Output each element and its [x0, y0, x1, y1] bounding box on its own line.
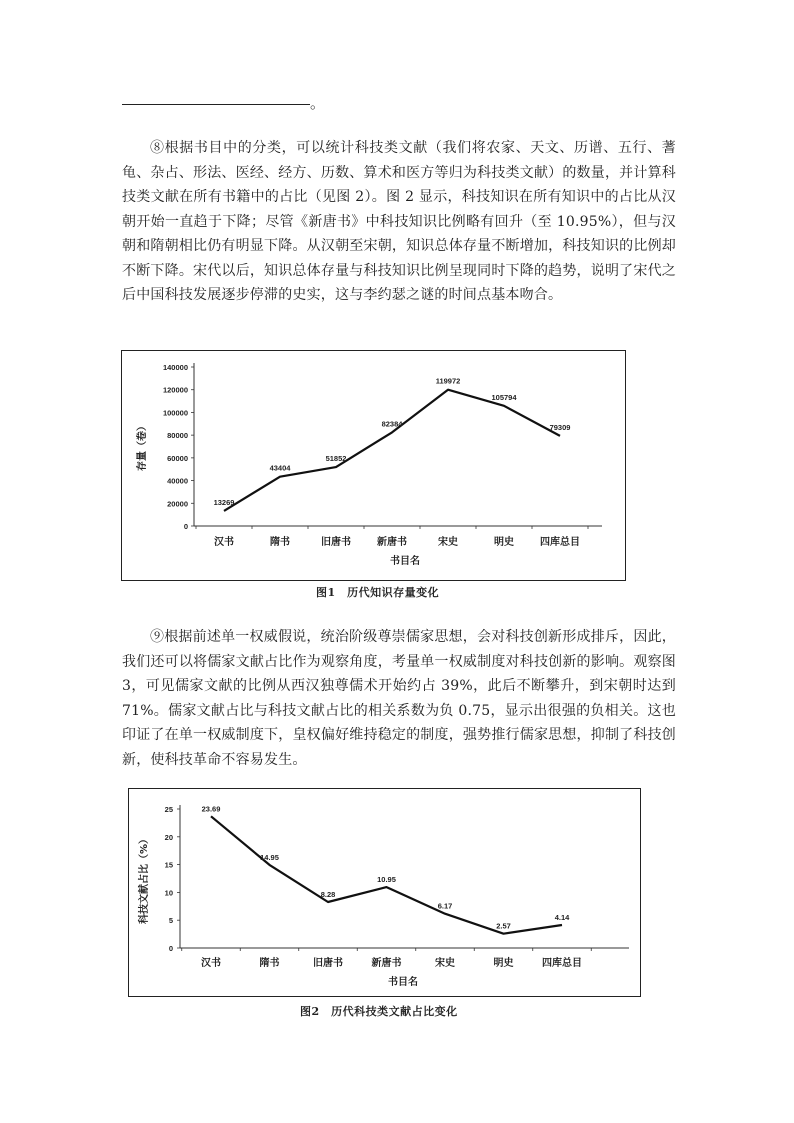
chart1-data-label: 43404: [269, 463, 291, 473]
chart2-y-tick-label: 20: [164, 832, 173, 842]
chart2-data-label: 14.95: [260, 852, 279, 862]
chart2-category-label: 汉书: [201, 958, 221, 969]
knowledge-stock-line-chart: [122, 351, 625, 580]
chart2-data-label: 8.28: [320, 889, 336, 899]
chart2-data-label: 10.95: [377, 875, 396, 885]
chart2-y-tick-label: 15: [164, 860, 173, 870]
chart2-y-tick-label: 25: [164, 805, 173, 814]
chart1-y-tick-label: 40000: [167, 476, 188, 486]
chart1-category-label: 旧唐书: [321, 537, 351, 548]
chart1-data-label: 119972: [435, 376, 461, 386]
chart1-data-label: 79309: [549, 422, 571, 432]
chart1-data-label: 82384: [381, 419, 403, 429]
chart1-data-label: 13269: [213, 497, 235, 507]
answer-blank-line: [122, 104, 310, 105]
chart1-data-label: 105794: [491, 392, 517, 402]
chart1-y-tick-label: 0: [183, 522, 188, 531]
chart1-y-tick-label: 80000: [167, 431, 188, 441]
chart1-category-label: 汉书: [214, 537, 234, 548]
chart2-category-label: 隋书: [259, 958, 280, 969]
chart1-y-tick-label: 60000: [167, 453, 188, 463]
chart1-category-label: 隋书: [270, 537, 290, 548]
chart1-data-label: 51852: [325, 454, 347, 464]
blank-end-punctuation: 。: [310, 94, 326, 112]
chart2-x-axis-title: 书目名: [388, 977, 418, 988]
chart2-category-label: 明史: [493, 958, 514, 969]
chart2-data-label: 23.69: [201, 804, 221, 814]
chart1-category-label: 新唐书: [377, 537, 407, 548]
chart1-y-tick-label: 140000: [162, 363, 188, 372]
chart2-category-label: 四库总目: [542, 958, 582, 969]
tech-share-line-chart: [129, 789, 640, 996]
paragraph-8: [122, 136, 676, 308]
chart1-y-axis-title: 存量（卷）: [137, 421, 148, 471]
chart1-y-tick-label: 20000: [167, 499, 188, 509]
chart1-category-label: 四库总目: [540, 537, 580, 548]
chart1-y-tick-label: 120000: [162, 385, 188, 395]
chart2-data-label: 6.17: [437, 901, 453, 911]
chart1-y-tick-label: 100000: [162, 408, 188, 418]
chart2-y-tick-label: 0: [168, 944, 173, 953]
figure-2-tech-share-chart: [128, 788, 641, 997]
chart1-x-axis-title: 书目名: [390, 556, 420, 567]
chart2-data-label: 4.14: [554, 912, 570, 922]
chart2-category-label: 旧唐书: [313, 958, 343, 969]
paragraph-8-text: ⑧根据书目中的分类，可以统计科技类文献（我们将农家、天文、历谱、五行、蓍龟、杂占、形法、医经、经方、历数、算术和医方等归为科技类文献）的数量，并计算科技类文献在所有书籍中的占比（见图 2）。图 2 显示，科技知识在所有知识中的占比从汉朝开始一直趋于下降；尽管《新唐书》中科技知识比例略有回升（至 10.95%），但与汉朝和隋朝相比仍有明显下降。从汉朝至宋朝，知识总体存量不断增加，科技知识的比例却不断下降。宋代以后，知识总体存量与科技知识比例呈现同时下降的趋势，说明了宋代之后中国科技发展逐步停滞的史实，这与李约瑟之谜的时间点基本吻合。: [122, 140, 676, 303]
chart2-y-tick-label: 5: [168, 916, 173, 926]
chart1-series-line: [224, 390, 560, 511]
chart2-data-label: 2.57: [496, 921, 511, 931]
figure-1-knowledge-stock-chart: [121, 350, 626, 581]
chart2-category-label: 宋史: [435, 958, 455, 969]
chart2-y-tick-label: 10: [164, 888, 173, 898]
paragraph-9: [122, 625, 676, 772]
chart2-y-axis-title: 科技文献占比（%）: [139, 833, 150, 925]
chart1-category-label: 宋史: [438, 537, 458, 548]
chart1-category-label: 明史: [494, 537, 514, 548]
figure-2-caption: 图2 历代科技类文献占比变化: [300, 1005, 458, 1018]
chart2-category-label: 新唐书: [371, 958, 402, 969]
paragraph-9-text: ⑨根据前述单一权威假说，统治阶级尊崇儒家思想，会对科技创新形成排斥，因此，我们还可以将儒家文献占比作为观察角度，考量单一权威制度对科技创新的影响。观察图 3，可见儒家文献的比例从西汉独尊儒术开始约占 39%，此后不断攀升，到宋朝时达到 71%。儒家文献占比与科技文献占比的相关系数为负 0.75，显示出很强的负相关。这也印证了在单一权威制度下，皇权偏好维持稳定的制度，强势推行儒家思想，抑制了科技创新，使科技革命不容易发生。: [122, 629, 676, 768]
figure-1-caption: 图1 历代知识存量变化: [316, 586, 440, 599]
